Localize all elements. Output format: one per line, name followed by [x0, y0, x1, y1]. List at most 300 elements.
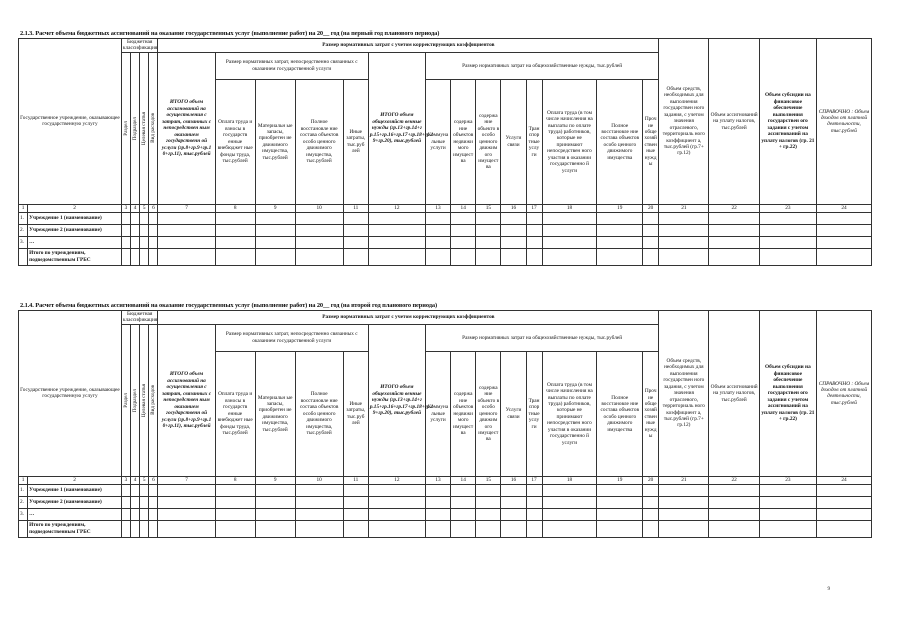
column-number: 19: [597, 476, 643, 484]
empty-cell: [501, 236, 526, 248]
row-number: 1.: [19, 484, 28, 496]
institution-header: Государственное учреждение, оказывающее государственную услугу: [19, 311, 122, 477]
column-number: 18: [542, 476, 597, 484]
budget-class-col: [140, 324, 149, 476]
general-cost-col: Проч ие обще хозяй ствен ные нужд ы: [643, 79, 659, 204]
empty-cell: [643, 496, 659, 508]
empty-cell: [526, 496, 542, 508]
budget-class-col: [131, 52, 140, 204]
empty-cell: [709, 484, 759, 496]
empty-cell: [343, 520, 368, 537]
column-number: 5: [140, 476, 149, 484]
empty-cell: [131, 212, 140, 224]
empty-cell: [149, 496, 158, 508]
empty-cell: [343, 224, 368, 236]
empty-cell: [709, 508, 759, 520]
empty-cell: [526, 508, 542, 520]
column-number: 20: [643, 476, 659, 484]
empty-cell: [643, 520, 659, 537]
row-name: Учреждение 2 (наименование): [28, 224, 122, 236]
column-number: 24: [816, 476, 871, 484]
column-number: 10: [295, 204, 343, 212]
empty-cell: [149, 248, 158, 265]
table-row: [19, 508, 872, 520]
vertical-label: Подраздел: [132, 388, 139, 413]
empty-cell: [215, 496, 255, 508]
empty-cell: [643, 508, 659, 520]
empty-cell: [121, 212, 130, 224]
empty-cell: [597, 224, 643, 236]
table-row: [19, 224, 872, 236]
general-costs-header: Размер нормативных затрат на общехозяйственные нужды, тыс.рублей: [425, 52, 658, 79]
general-cost-col: Услуги связи: [501, 351, 526, 476]
empty-cell: [131, 236, 140, 248]
subsidy-header: Объем субсидии на финансовое обеспечение выполнения государствен ого задания с учетом ассигнований на уплату налогов (гр. 21 + гр.22): [759, 311, 816, 477]
empty-cell: [501, 508, 526, 520]
row-name: …: [28, 508, 122, 520]
reference-header: СПРАВОЧНО : Объем доходов от платной деятельности, тыс.рублей: [816, 39, 871, 205]
empty-cell: [140, 224, 149, 236]
empty-cell: [542, 248, 597, 265]
empty-cell: [425, 520, 450, 537]
itogo-general-header: ИТОГО объем общехозяйст венные нужды (гр.13+гр.14+г р.15+гр.16+гр.17+гр.18+гр.1 9+гр.20), тыс.рублей: [368, 52, 425, 204]
row-number: [19, 520, 28, 537]
table-row: [19, 212, 872, 224]
empty-cell: [659, 508, 709, 520]
budget-class-col: [149, 324, 158, 476]
direct-cost-col: Полное восстановле ние состава объектов особо ценного движимого имущества, тыс.рублей: [295, 79, 343, 204]
empty-cell: [597, 236, 643, 248]
budget-class-col: [140, 52, 149, 204]
general-cost-col: содержа ние объекто в особо ценного движим ого имущест ва: [476, 351, 501, 476]
direct-cost-col: Оплата труда и взносы в государств енные внебюджет ные фонды труда, тыс.рублей: [215, 351, 255, 476]
column-number: 4: [131, 476, 140, 484]
column-number: 1: [19, 476, 28, 484]
empty-cell: [149, 236, 158, 248]
empty-cell: [709, 224, 759, 236]
column-number: 21: [659, 204, 709, 212]
empty-cell: [816, 520, 871, 537]
general-cost-col: Коммуна льные услуги: [425, 351, 450, 476]
empty-cell: [121, 484, 130, 496]
empty-cell: [215, 236, 255, 248]
empty-cell: [501, 484, 526, 496]
empty-cell: [542, 224, 597, 236]
page-number: 9: [827, 587, 830, 592]
general-cost-col: Полное восстановле ние состава объектов особо ценного движимого имущества: [597, 79, 643, 204]
empty-cell: [158, 212, 215, 224]
empty-cell: [709, 212, 759, 224]
empty-cell: [215, 520, 255, 537]
empty-cell: [295, 520, 343, 537]
row-number: 3.: [19, 236, 28, 248]
empty-cell: [149, 224, 158, 236]
budget-class-header: Бюджетная классификация: [122, 311, 158, 324]
general-cost-col: Услуги связи: [501, 79, 526, 204]
empty-cell: [140, 496, 149, 508]
empty-cell: [542, 520, 597, 537]
empty-cell: [368, 248, 425, 265]
column-number: 16: [501, 204, 526, 212]
empty-cell: [215, 484, 255, 496]
empty-cell: [149, 484, 158, 496]
empty-cell: [131, 508, 140, 520]
empty-cell: [368, 236, 425, 248]
empty-cell: [158, 248, 215, 265]
vertical-label: Вид расходов: [150, 113, 157, 144]
column-number: 11: [343, 204, 368, 212]
general-cost-col: Тран спор тные услу ги: [526, 79, 542, 204]
empty-cell: [476, 236, 501, 248]
empty-cell: [501, 212, 526, 224]
empty-cell: [451, 212, 476, 224]
itogo-obem-header: ИТОГО объем ассигнований на осуществления с затрат, связанных с непосредствен ным оказанием государственн ой услуги (гр.8+гр.9+гр.1 0+гр.11), тыс.рублей: [158, 324, 215, 476]
direct-cost-col: Полное восстановле ние состава объектов особо ценного движимого имущества, тыс.рублей: [295, 351, 343, 476]
column-number: 3: [121, 476, 130, 484]
budget-class-col: [121, 52, 130, 204]
vertical-label: Целевая статья: [141, 111, 148, 145]
empty-cell: [501, 520, 526, 537]
empty-cell: [816, 248, 871, 265]
empty-cell: [131, 520, 140, 537]
direct-cost-col: Иные затраты, тыс.руб лей: [343, 351, 368, 476]
direct-cost-col: Оплата труда и взносы в государств енные внебюджет ные фонды труда, тыс.рублей: [215, 79, 255, 204]
empty-cell: [476, 520, 501, 537]
direct-cost-col: Иные затраты, тыс.руб лей: [343, 79, 368, 204]
empty-cell: [759, 224, 816, 236]
empty-cell: [451, 520, 476, 537]
empty-cell: [425, 236, 450, 248]
empty-cell: [659, 236, 709, 248]
column-number: 22: [709, 476, 759, 484]
column-number: 11: [343, 476, 368, 484]
empty-cell: [542, 508, 597, 520]
reference-header: СПРАВОЧНО : Объем доходов от платной деятельности, тыс.рублей: [816, 311, 871, 477]
normative-header: Размер нормативных затрат с учетом корректирующих коэффициентов: [158, 39, 659, 53]
empty-cell: [158, 224, 215, 236]
column-number: 21: [659, 476, 709, 484]
empty-cell: [597, 212, 643, 224]
empty-cell: [140, 508, 149, 520]
empty-cell: [255, 484, 295, 496]
empty-cell: [121, 224, 130, 236]
empty-cell: [121, 248, 130, 265]
empty-cell: [816, 508, 871, 520]
empty-cell: [215, 248, 255, 265]
empty-cell: [215, 224, 255, 236]
column-number: 9: [255, 476, 295, 484]
column-number: 23: [759, 476, 816, 484]
column-number: 2: [28, 204, 122, 212]
empty-cell: [158, 236, 215, 248]
empty-cell: [759, 520, 816, 537]
empty-cell: [816, 212, 871, 224]
empty-cell: [343, 496, 368, 508]
empty-cell: [255, 224, 295, 236]
column-number: 2: [28, 476, 122, 484]
vertical-label: Подраздел: [132, 116, 139, 141]
empty-cell: [643, 248, 659, 265]
empty-cell: [451, 496, 476, 508]
column-number: 5: [140, 204, 149, 212]
table-row: [19, 484, 872, 496]
column-number: 19: [597, 204, 643, 212]
general-cost-col: содержа ние объекто в особо ценного движим ого имущест ва: [476, 79, 501, 204]
empty-cell: [121, 236, 130, 248]
empty-cell: [597, 496, 643, 508]
empty-cell: [343, 236, 368, 248]
empty-cell: [295, 508, 343, 520]
empty-cell: [526, 212, 542, 224]
empty-cell: [643, 224, 659, 236]
budget-class-header: Бюджетная классификация: [122, 39, 158, 52]
column-number: 14: [451, 476, 476, 484]
empty-cell: [542, 212, 597, 224]
empty-cell: [451, 248, 476, 265]
column-number: 15: [476, 476, 501, 484]
empty-cell: [131, 224, 140, 236]
empty-cell: [343, 484, 368, 496]
column-number: 13: [425, 204, 450, 212]
vertical-label: Вид расходов: [150, 385, 157, 416]
empty-cell: [451, 484, 476, 496]
empty-cell: [451, 236, 476, 248]
empty-cell: [659, 224, 709, 236]
empty-cell: [759, 508, 816, 520]
empty-cell: [759, 236, 816, 248]
empty-cell: [526, 236, 542, 248]
empty-cell: [343, 212, 368, 224]
empty-cell: [368, 212, 425, 224]
empty-cell: [149, 212, 158, 224]
row-name: Учреждение 1 (наименование): [28, 484, 122, 496]
row-number: 2.: [19, 496, 28, 508]
column-number: 20: [643, 204, 659, 212]
column-number: 8: [215, 476, 255, 484]
empty-cell: [526, 248, 542, 265]
empty-cell: [816, 236, 871, 248]
table-row: [19, 496, 872, 508]
empty-cell: [659, 484, 709, 496]
empty-cell: [759, 496, 816, 508]
empty-cell: [816, 484, 871, 496]
empty-cell: [816, 496, 871, 508]
empty-cell: [295, 212, 343, 224]
column-number: 4: [131, 204, 140, 212]
empty-cell: [659, 248, 709, 265]
empty-cell: [425, 496, 450, 508]
empty-cell: [343, 508, 368, 520]
empty-cell: [255, 496, 295, 508]
general-cost-col: Оплата труда (в том числе начисления на выплаты по оплате труда) работников, которые не принимают непосредствен ного участия в оказании государственно й услуги: [542, 351, 597, 476]
empty-cell: [476, 508, 501, 520]
column-number: 10: [295, 476, 343, 484]
funds-header: Объем средств, необходимых для выполнения государствен ного задания, с учетом значения отраслевого, территориаль ного коэффициент а, тыс.рублей (гр.7+ гр.12): [659, 311, 709, 477]
general-cost-col: Тран спор тные услу ги: [526, 351, 542, 476]
direct-costs-header: Размер нормативных затрат, непосредственно связанных с оказанием государственной услуги: [215, 52, 368, 79]
empty-cell: [597, 484, 643, 496]
empty-cell: [709, 520, 759, 537]
empty-cell: [501, 224, 526, 236]
column-number: 9: [255, 204, 295, 212]
budget-class-col: [131, 324, 140, 476]
empty-cell: [759, 212, 816, 224]
empty-cell: [255, 236, 295, 248]
empty-cell: [140, 248, 149, 265]
empty-cell: [368, 484, 425, 496]
column-number: 7: [158, 204, 215, 212]
column-number: 16: [501, 476, 526, 484]
vertical-label: Целевая статья: [141, 383, 148, 417]
tax-header: Объем ассигнований на уплату налогов, тыс.рублей: [709, 39, 759, 205]
itogo-obem-header: ИТОГО объем ассигнований на осуществления с затрат, связанных с непосредствен ным оказанием государственн ой услуги (гр.8+гр.9+гр.1 0+гр.11), тыс.рублей: [158, 52, 215, 204]
empty-cell: [451, 224, 476, 236]
row-number: 1.: [19, 212, 28, 224]
general-cost-col: содержа ние объектов недвижи мого имущест ва: [451, 351, 476, 476]
column-number: 17: [526, 476, 542, 484]
column-number: 13: [425, 476, 450, 484]
column-number: 6: [149, 476, 158, 484]
empty-cell: [451, 508, 476, 520]
empty-cell: [476, 224, 501, 236]
empty-cell: [597, 248, 643, 265]
general-cost-col: содержа ние объектов недвижи мого имущест ва: [451, 79, 476, 204]
column-number: 18: [542, 204, 597, 212]
empty-cell: [158, 496, 215, 508]
table-row: [19, 520, 872, 537]
empty-cell: [759, 484, 816, 496]
empty-cell: [295, 248, 343, 265]
column-number: 17: [526, 204, 542, 212]
vertical-label: Раздел: [122, 121, 129, 136]
empty-cell: [425, 212, 450, 224]
empty-cell: [643, 484, 659, 496]
empty-cell: [140, 236, 149, 248]
empty-cell: [368, 496, 425, 508]
column-number: 6: [149, 204, 158, 212]
row-number: 2.: [19, 224, 28, 236]
empty-cell: [368, 508, 425, 520]
empty-cell: [542, 484, 597, 496]
normative-header: Размер нормативных затрат с учетом корректирующих коэффициентов: [158, 311, 659, 325]
empty-cell: [659, 520, 709, 537]
column-number: 22: [709, 204, 759, 212]
empty-cell: [759, 248, 816, 265]
empty-cell: [149, 520, 158, 537]
vertical-label: Раздел: [122, 393, 129, 408]
funds-header: Объем средств, необходимых для выполнения государствен ного задания, с учетом значения отраслевого, территориаль ного коэффициент а, тыс.рублей (гр.7+ гр.12): [659, 39, 709, 205]
column-number: 7: [158, 476, 215, 484]
empty-cell: [215, 212, 255, 224]
empty-cell: [158, 484, 215, 496]
general-cost-col: Оплата труда (в том числе начисления на выплаты по оплате труда) работников, которые не принимают непосредствен ного участия в оказании государственно й услуги: [542, 79, 597, 204]
empty-cell: [709, 496, 759, 508]
general-cost-col: Коммуна льные услуги: [425, 79, 450, 204]
empty-cell: [501, 496, 526, 508]
empty-cell: [140, 212, 149, 224]
general-cost-col: Проч ие обще хозяй ствен ные нужд ы: [643, 351, 659, 476]
section-title-1: 2.1.3. Расчет объема бюджетных ассигнований на оказание государственных услуг (выполнение работ) на 20__ год (на первый год планового периода): [20, 30, 440, 37]
column-number: 3: [121, 204, 130, 212]
empty-cell: [597, 520, 643, 537]
empty-cell: [709, 248, 759, 265]
column-number: 15: [476, 204, 501, 212]
empty-cell: [140, 520, 149, 537]
empty-cell: [476, 248, 501, 265]
empty-cell: [255, 520, 295, 537]
empty-cell: [131, 248, 140, 265]
row-number: [19, 248, 28, 265]
empty-cell: [659, 496, 709, 508]
empty-cell: [643, 236, 659, 248]
column-number: 8: [215, 204, 255, 212]
section-title-2: 2.1.4. Расчет объема бюджетных ассигнований на оказание государственных услуг (выполнение работ) на 20__ год (на второй год планового периода): [20, 302, 437, 309]
row-name: Учреждение 2 (наименование): [28, 496, 122, 508]
empty-cell: [425, 508, 450, 520]
allocation-table-year-2: [18, 310, 872, 538]
empty-cell: [343, 248, 368, 265]
budget-class-col: [121, 324, 130, 476]
column-number: 12: [368, 204, 425, 212]
empty-cell: [158, 508, 215, 520]
empty-cell: [368, 520, 425, 537]
empty-cell: [295, 496, 343, 508]
direct-costs-header: Размер нормативных затрат, непосредственно связанных с оказанием государственной услуги: [215, 324, 368, 351]
empty-cell: [425, 224, 450, 236]
empty-cell: [643, 212, 659, 224]
general-cost-col: Полное восстановле ние состава объектов особо ценного движимого имущества: [597, 351, 643, 476]
empty-cell: [158, 520, 215, 537]
empty-cell: [295, 484, 343, 496]
table-row: [19, 248, 872, 265]
empty-cell: [255, 212, 295, 224]
empty-cell: [526, 484, 542, 496]
empty-cell: [425, 248, 450, 265]
row-number: 3.: [19, 508, 28, 520]
empty-cell: [542, 496, 597, 508]
tax-header: Объем ассигнований на уплату налогов, тыс.рублей: [709, 311, 759, 477]
general-costs-header: Размер нормативных затрат на общехозяйственные нужды, тыс.рублей: [425, 324, 658, 351]
empty-cell: [140, 484, 149, 496]
empty-cell: [121, 508, 130, 520]
empty-cell: [295, 224, 343, 236]
empty-cell: [121, 520, 130, 537]
subsidy-header: Объем субсидии на финансовое обеспечение выполнения государствен ого задания с учетом ассигнований на уплату налогов (гр. 21 + гр.22): [759, 39, 816, 205]
column-number: 23: [759, 204, 816, 212]
budget-class-col: [149, 52, 158, 204]
row-name: Итого по учреждениям, подведомственным ГРБС: [28, 520, 122, 537]
empty-cell: [542, 236, 597, 248]
empty-cell: [597, 508, 643, 520]
empty-cell: [501, 248, 526, 265]
empty-cell: [255, 248, 295, 265]
empty-cell: [659, 212, 709, 224]
table-row: [19, 236, 872, 248]
empty-cell: [526, 520, 542, 537]
allocation-table-year-1: [18, 38, 872, 266]
itogo-general-header: ИТОГО объем общехозяйст венные нужды (гр.13+гр.14+г р.15+гр.16+гр.17+гр.18+гр.1 9+гр.20), тыс.рублей: [368, 324, 425, 476]
column-number: 14: [451, 204, 476, 212]
row-name: Итого по учреждениям, подведомственным ГРБС: [28, 248, 122, 265]
empty-cell: [476, 212, 501, 224]
empty-cell: [255, 508, 295, 520]
empty-cell: [121, 496, 130, 508]
empty-cell: [149, 508, 158, 520]
institution-header: Государственное учреждение, оказывающее государственную услугу: [19, 39, 122, 205]
column-number: 1: [19, 204, 28, 212]
empty-cell: [476, 484, 501, 496]
column-number: 12: [368, 476, 425, 484]
